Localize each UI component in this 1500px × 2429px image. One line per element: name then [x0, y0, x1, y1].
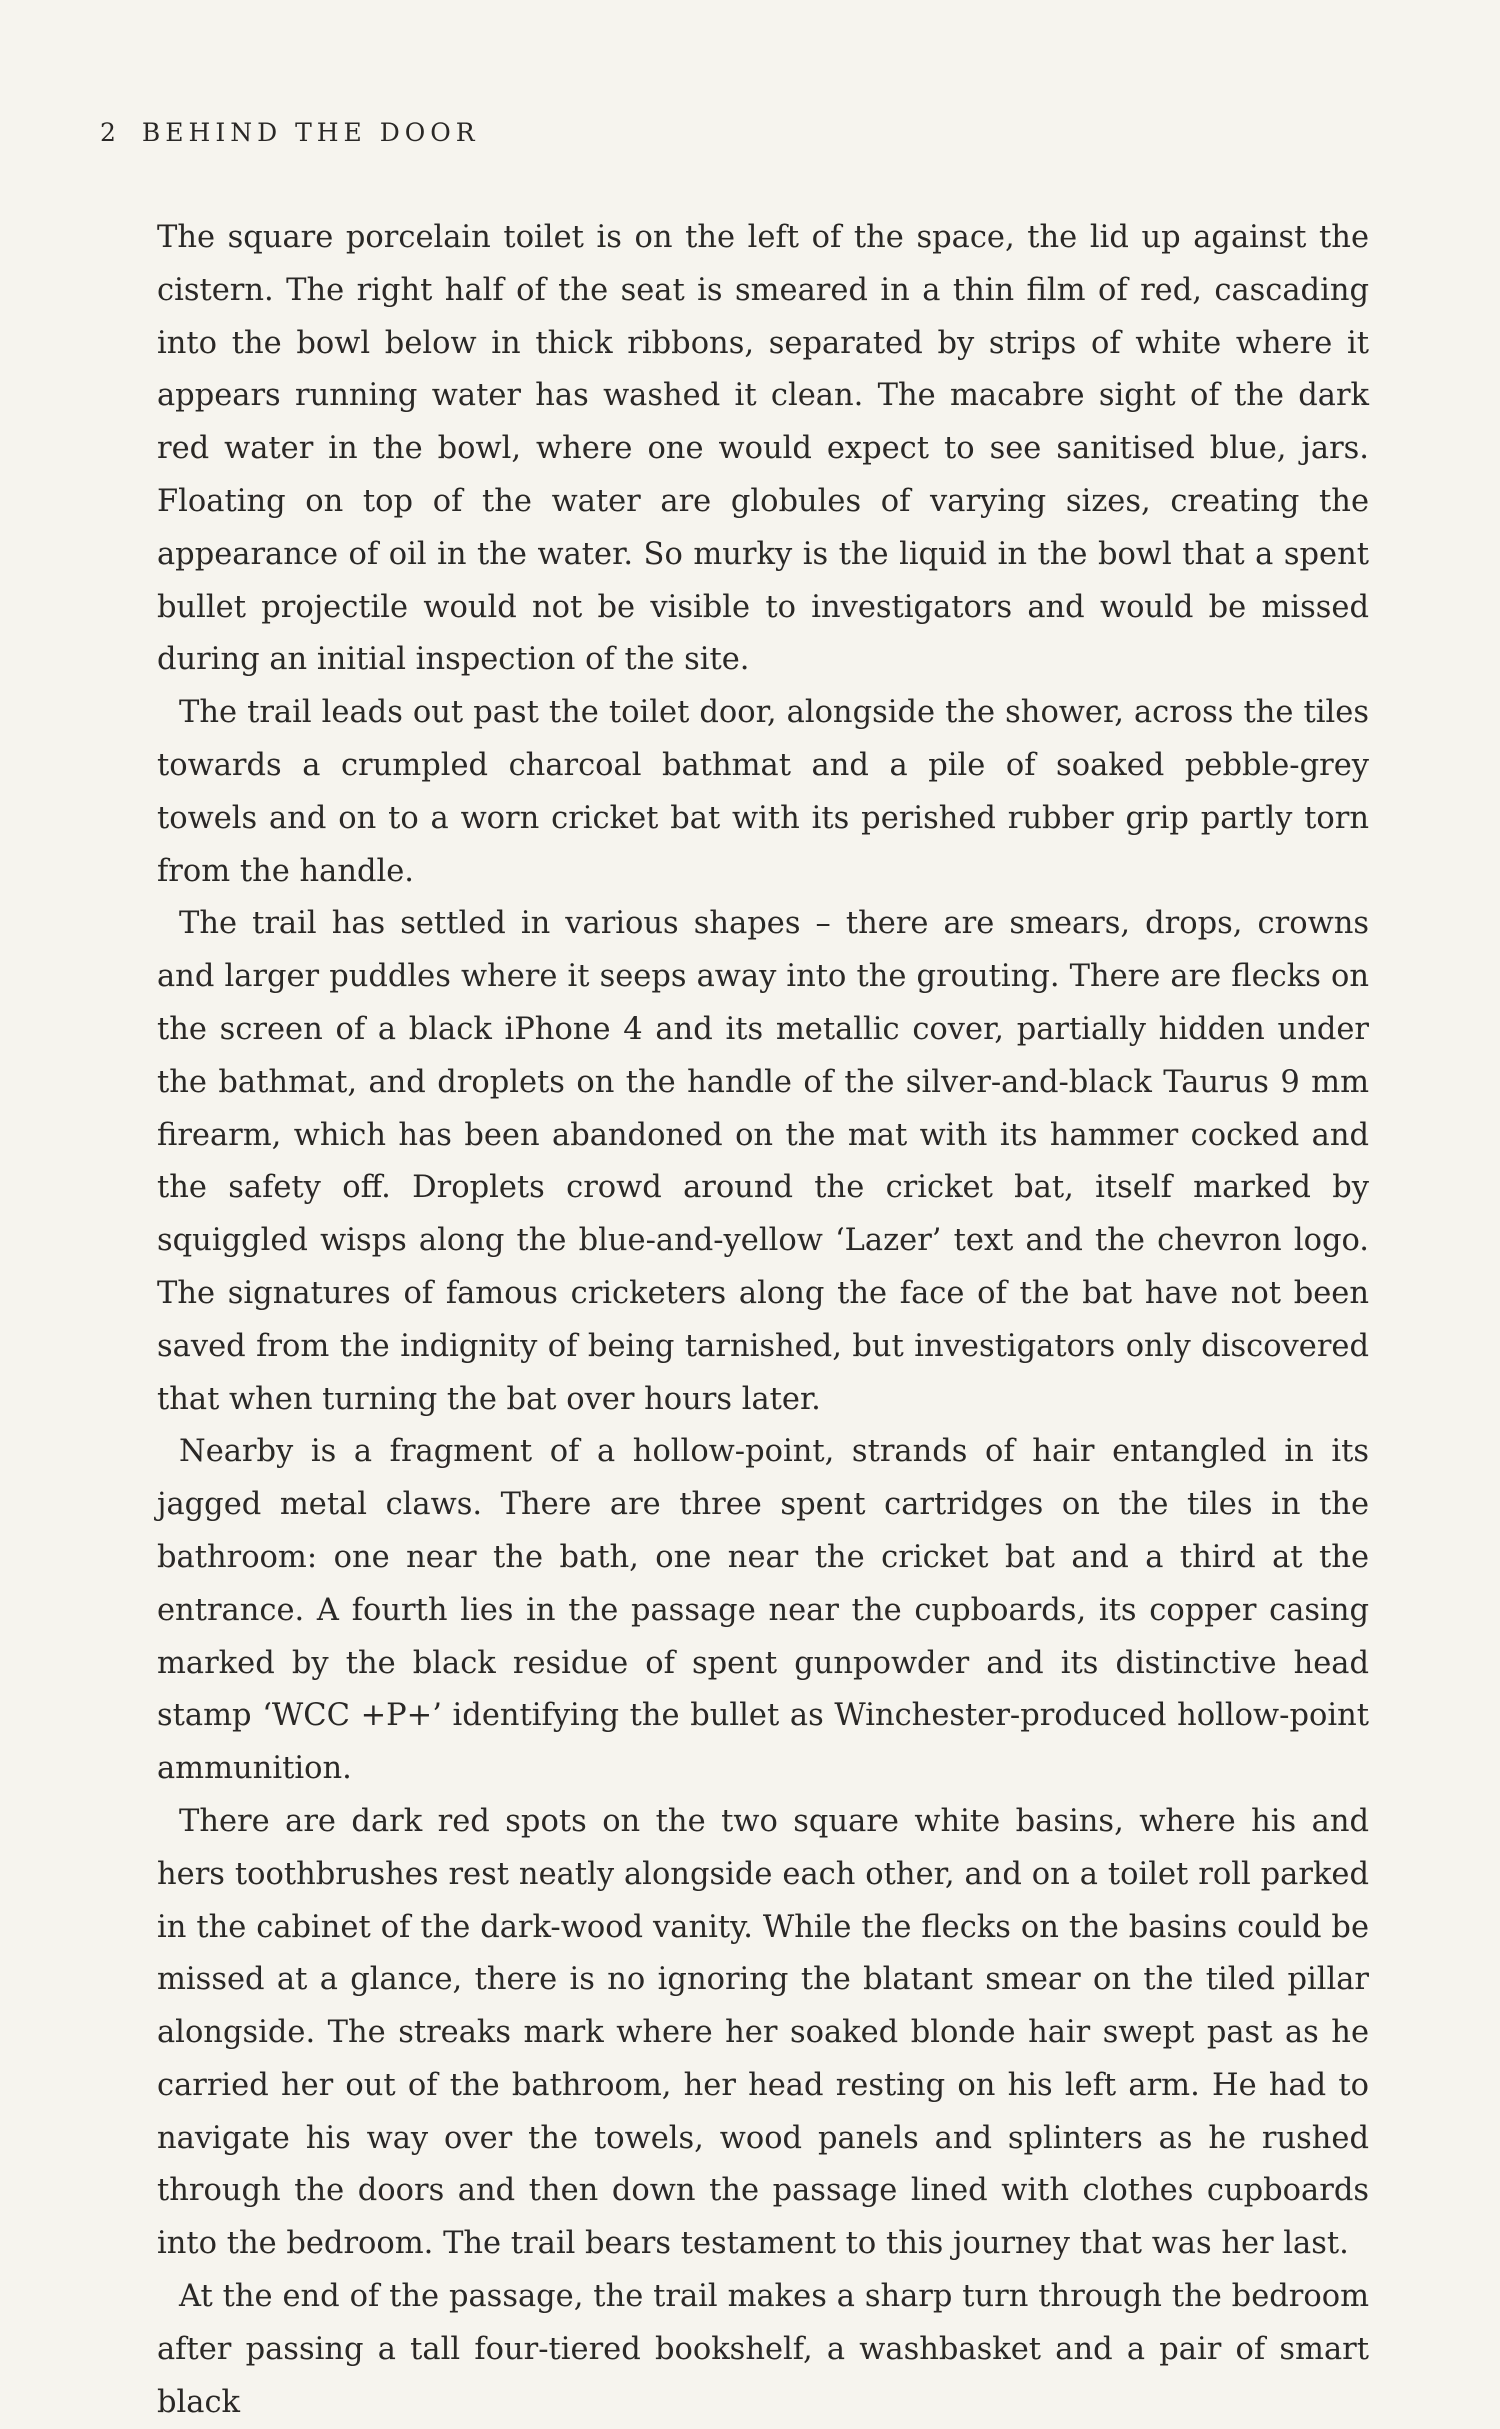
chapter-title: BEHIND THE DOOR	[141, 118, 480, 147]
page-number: 2	[100, 118, 116, 147]
body-text	[157, 212, 1369, 2429]
paragraph: There are dark red spots on the two square white basins, where his and hers toothbrushes rest neatly alongside each other, and on a toilet roll parked in the cabinet of the dark-wood vanity. While the flecks on the basins could be missed at a glance, there is no ignoring the blatant smear on the tiled pillar alongside. The streaks mark where her soaked blonde hair swept past as he carried her out of the bathroom, her head resting on his left arm. He had to navigate his way over the towels, wood panels and splinters as he rushed through the doors and then down the passage lined with clothes cupboards into the bedroom. The trail bears testament to this journey that was her last.	[157, 1803, 1369, 2262]
paragraph: The trail leads out past the toilet door, alongside the shower, across the tiles towards a crumpled charcoal bathmat and a pile of soaked pebble-grey towels and on to a worn cricket bat with its perished rubber grip partly torn from the handle.	[157, 695, 1369, 889]
paragraph: The trail has settled in various shapes – there are smears, drops, crowns and larger puddles where it seeps away into the grouting. There are flecks on the screen of a black iPhone 4 and its metallic cover, partially hidden under the bathmat, and droplets on the handle of the silver-and-black Taurus 9 mm firearm, which has been abandoned on the mat with its hammer cocked and the safety off. Droplets crowd around the cricket bat, itself marked by squiggled wisps along the blue-and-yellow ‘Lazer’ text and the chevron logo. The signatures of famous cricketers along the face of the bat have not been saved from the indignity of being tarnished, but investigators only discovered that when turning the bat over hours later.	[157, 906, 1369, 1417]
running-head	[100, 116, 480, 150]
paragraph: The square porcelain toilet is on the left of the space, the lid up against the cistern. The right half of the seat is smeared in a thin film of red, cascading into the bowl below in thick ribbons, separated by strips of white where it appears running water has washed it clean. The macabre sight of the dark red water in the bowl, where one would expect to see sanitised blue, jars. Floating on top of the water are globules of varying sizes, creating the appearance of oil in the water. So murky is the liquid in the bowl that a spent bullet projectile would not be visible to investigators and would be missed during an initial inspection of the site.	[157, 220, 1369, 678]
paragraph: At the end of the passage, the trail makes a sharp turn through the bedroom after passing a tall four-tiered bookshelf, a washbasket and a pair of smart black	[157, 2279, 1369, 2420]
paragraph: Nearby is a fragment of a hollow-point, strands of hair entangled in its jagged metal claws. There are three spent cartridges on the tiles in the bathroom: one near the bath, one near the cricket bat and a third at the entrance. A fourth lies in the passage near the cupboards, its copper casing marked by the black residue of spent gunpowder and its distinctive head stamp ‘WCC +P+’ identifying the bullet as Winchester-produced hollow-point ammunition.	[157, 1434, 1369, 1787]
